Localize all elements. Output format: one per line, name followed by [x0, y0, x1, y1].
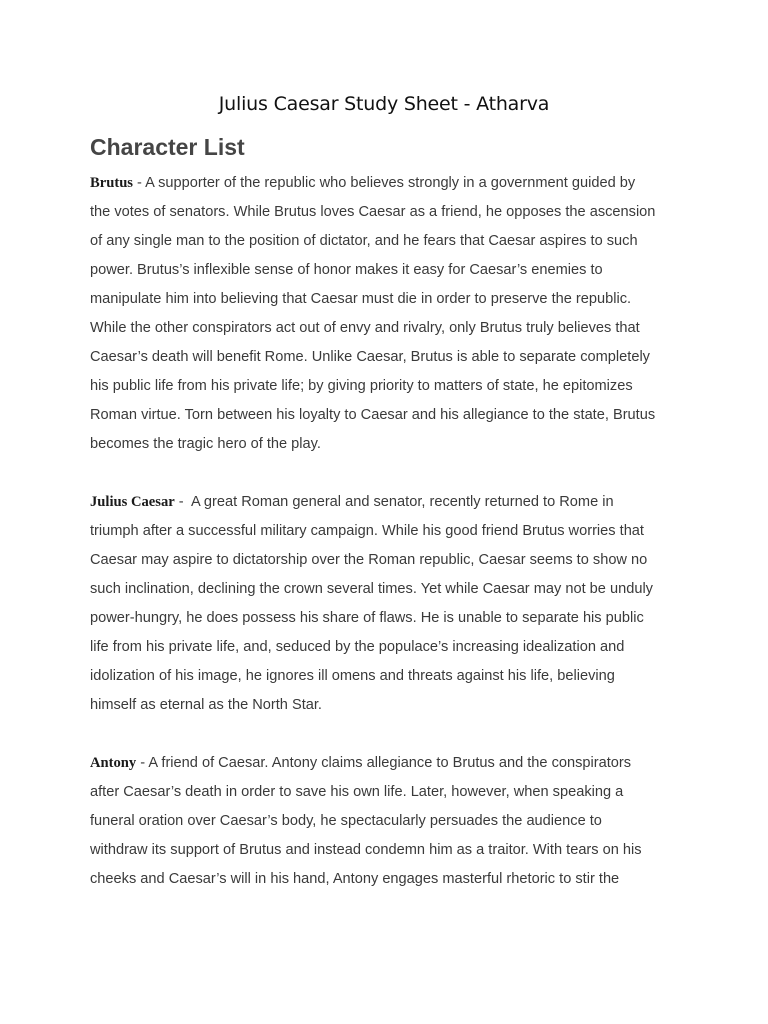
- entry-line: Caesar’s death will benefit Rome. Unlike Caesar, Brutus is able to separate completely: [90, 349, 650, 365]
- entry-line: Caesar may aspire to dictatorship over the Roman republic, Caesar seems to show no: [90, 552, 648, 568]
- entry-line: While the other conspirators act out of envy and rivalry, only Brutus truly believes that: [90, 320, 640, 336]
- entry-line: [90, 169, 690, 198]
- section-heading: Character List: [90, 134, 245, 160]
- entry-line: [90, 488, 690, 517]
- character-name: Antony: [90, 755, 137, 771]
- name-separator: -: [132, 175, 146, 191]
- entry-line: of any single man to the position of dictator, and he fears that Caesar aspires to such: [90, 233, 638, 249]
- entry-line: withdraw its support of Brutus and instead condemn him as a traitor. With tears on his: [90, 842, 642, 858]
- character-entry-julius-caesar: [90, 488, 690, 720]
- document-title: Julius Caesar Study Sheet - Atharva: [218, 93, 550, 115]
- entry-line: becomes the tragic hero of the play.: [90, 436, 321, 452]
- entry-line: manipulate him into believing that Caesar must die in order to preserve the republic.: [90, 291, 632, 307]
- entry-line: his public life from his private life; by giving priority to matters of state, he epitomizes: [90, 378, 633, 394]
- entry-text: A friend of Caesar. Antony claims allegiance to Brutus and the conspirators: [148, 755, 632, 771]
- entry-line: cheeks and Caesar’s will in his hand, Antony engages masterful rhetoric to stir the: [90, 871, 620, 887]
- entry-line: Roman virtue. Torn between his loyalty to Caesar and his allegiance to the state, Brutus: [90, 407, 656, 423]
- character-entry-brutus: [90, 169, 690, 459]
- entry-text: A supporter of the republic who believes strongly in a government guided by: [145, 175, 636, 191]
- character-name: Brutus: [90, 175, 133, 191]
- entry-line: after Caesar’s death in order to save his own life. Later, however, when speaking a: [90, 784, 624, 800]
- entry-line: funeral oration over Caesar’s body, he spectacularly persuades the audience to: [90, 813, 602, 829]
- character-name: Julius Caesar: [90, 494, 175, 510]
- entry-line: such inclination, declining the crown several times. Yet while Caesar may not be unduly: [90, 581, 653, 597]
- entry-line: idolization of his image, he ignores ill omens and threats against his life, believing: [90, 668, 615, 684]
- entry-line: power. Brutus’s inflexible sense of honor makes it easy for Caesar’s enemies to: [90, 262, 603, 278]
- entry-line: [90, 749, 690, 778]
- entry-line: life from his private life, and, seduced by the populace’s increasing idealization and: [90, 639, 625, 655]
- entry-line: the votes of senators. While Brutus loves Caesar as a friend, he opposes the ascension: [90, 204, 656, 220]
- name-separator: -: [174, 494, 191, 510]
- entry-text: A great Roman general and senator, recently returned to Rome in: [190, 494, 614, 510]
- name-separator: -: [136, 755, 149, 771]
- entry-line: triumph after a successful military campaign. While his good friend Brutus worries that: [90, 523, 644, 539]
- character-entry-antony: [90, 749, 690, 894]
- entry-line: power-hungry, he does possess his share of flaws. He is unable to separate his public: [90, 610, 644, 626]
- entry-line: himself as eternal as the North Star.: [90, 697, 322, 713]
